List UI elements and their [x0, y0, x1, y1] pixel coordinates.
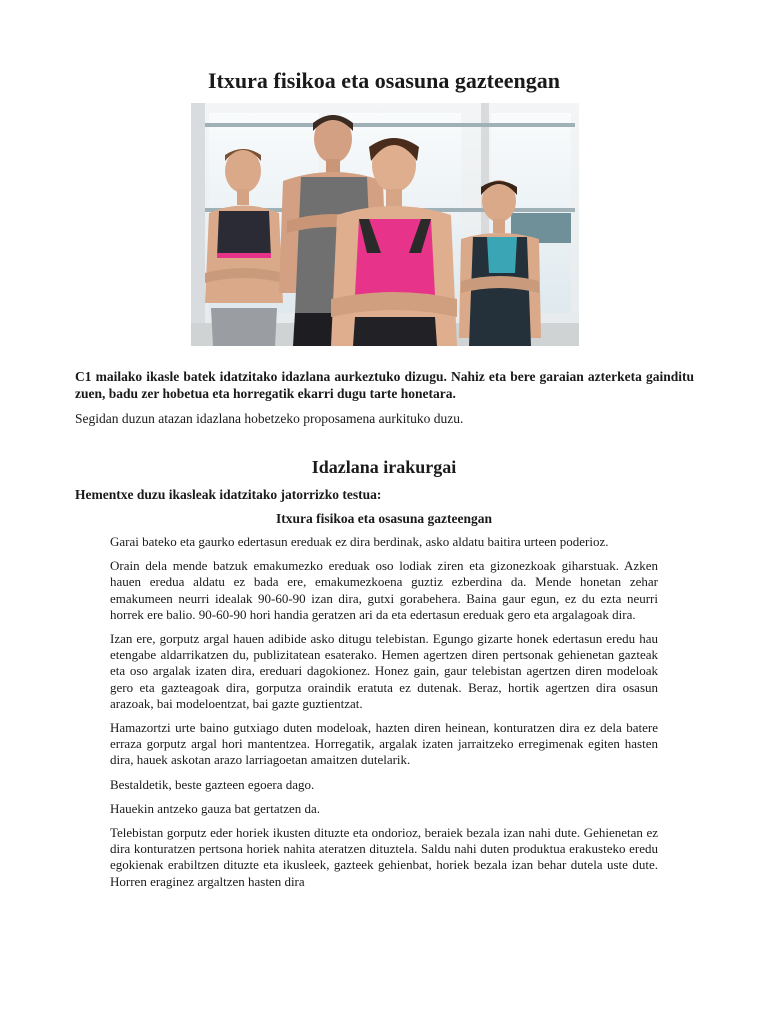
document-title: Itxura fisikoa eta osasuna gazteengan	[207, 68, 560, 93]
essay-title: Itxura fisikoa eta osasuna gazteengan	[275, 511, 492, 526]
essay-paragraph: Orain dela mende batzuk emakumezko ereduak oso lodiak ziren eta gizonezkoak giharstuak. Azken hauen eredua aldatu ez bada ere, emakumezkoena guztiz ezberdina da. Mende honetan zehar emakumeen neurri idealak 90-60-90 izan dira, gutxi gorabehera. Baina gaur egun, ez du ezta neurri horrek ere balio. 90-60-90 hori handia geratzen ari da eta edertasun ereduak gero eta argalagoak dira.	[110, 558, 658, 622]
intro-paragraph: Segidan duzun atazan idazlana hobetzeko proposamena aurkituko duzu.	[75, 411, 464, 426]
section-title: Idazlana irakurgai	[311, 457, 457, 477]
essay-body	[110, 534, 658, 898]
essay-paragraph: Hauekin antzeko gauza bat gertatzen da.	[110, 800, 321, 816]
intro-bold-paragraph: C1 mailako ikasle batek idatzitako idazlana aurkeztuko dizugu. Nahiz eta bere garaian azterketa gainditu zuen, badu zer hobetua eta horregatik ekarri dugu tarte honetara.	[75, 369, 694, 401]
fitness-group-photo	[191, 103, 579, 346]
essay-paragraph: Izan ere, gorputz argal hauen adibide asko ditugu telebistan. Egungo gizarte honek edertasun eredu hau etengabe aldarrikatzen du, publizitatean esaterako. Hemen agertzen diren pertsonak gehienetan gazteak eta oso argalak izaten dira, ereduari dagokionez. Honez gain, gaur telebistan agertzen diren modeloak gero eta gazteagoak dira, gorputza oraindik eratuta ez dutenak. Beraz, hortik agertzen dira osasun arazoak, bai modeloentzat, bai gazte guztientzat.	[110, 631, 658, 711]
essay-paragraph: Bestaldetik, beste gazteen egoera dago.	[110, 776, 315, 792]
essay-paragraph: Telebistan gorputz eder horiek ikusten dituzte eta ondorioz, beraiek bezala izan nahi dute. Gehienetan ez dira konturatzen pertsona horiek nahita ateratzen dituztela. Saldu nahi duten produktua erakusteko eredu egokienak erabiltzen dituzte eta ikusleek, gazteek gehienbat, horiek bezala izan behar dutela uste dute. Horren eraginez argaltzen hasten dira	[110, 825, 658, 889]
essay-paragraph: Garai bateko eta gaurko edertasun ereduak ez dira berdinak, asko aldatu baitira urteen poderioz.	[110, 534, 609, 549]
lead-text: Hementxe duzu ikasleak idatzitako jatorrizko testua:	[75, 487, 382, 502]
essay-paragraph: Hamazortzi urte baino gutxiago duten modeloak, hazten diren heinean, konturatzen dira ez dela batere erraza gorputz argal hori mantentzea. Horregatik, argalak izaten jarraitzeko erregimenak egiten hasten dira, hauek askotan arazo larriagoetan amaitzen dutelarik.	[110, 720, 658, 768]
